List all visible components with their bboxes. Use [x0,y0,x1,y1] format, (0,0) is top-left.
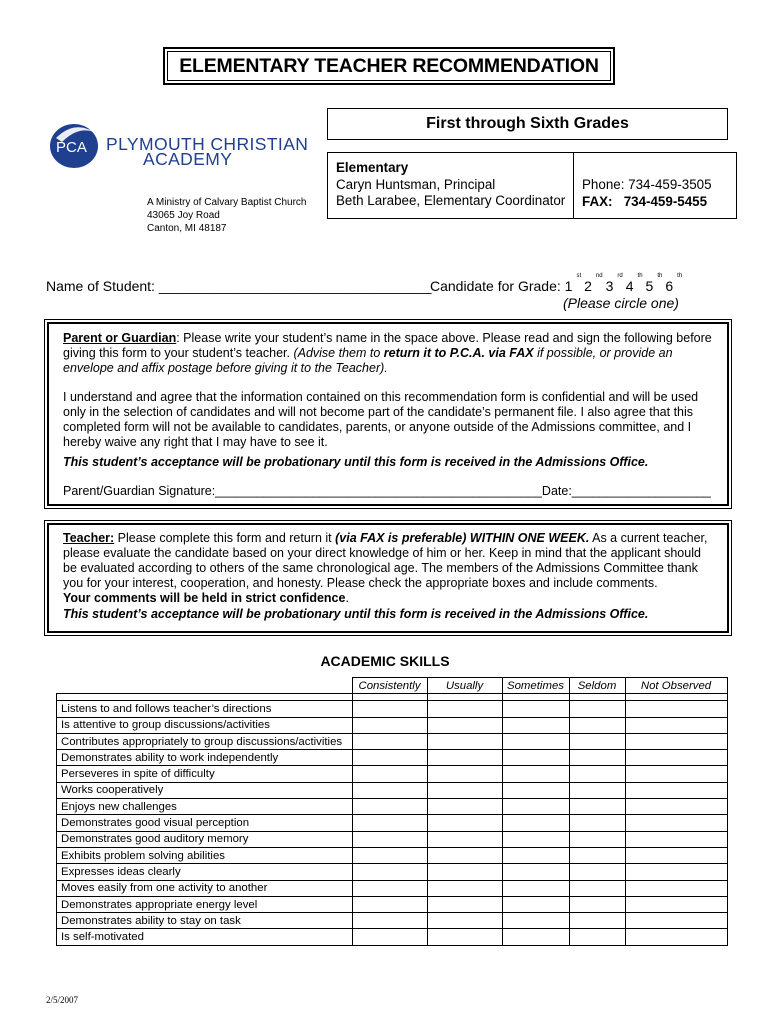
skill-rating-cell[interactable] [502,831,569,847]
skill-rating-cell[interactable] [625,913,727,929]
skill-rating-cell[interactable] [625,701,727,717]
skill-rating-cell[interactable] [427,717,502,733]
parent-section: Parent or Guardian: Please write your student’s name in the space above. Please read and sign the following before giving this form to your student’s teacher. (Advise them to return it to P.C.A. via FAX if possible, or provide an envelope and affix postage before giving it to the Teacher). I understand and agree that the information contained on this recommendation form is confidential and will be used only in the selection of candidates and will not become part of the candidate’s permanent file. I also agree that this completed form will not be available to candidates, parents, or anyone outside of the Admissions committee, and I hereby waive any right that I may have to see it. This student’s acceptance will be probationary until this form is received in the Admissions Office. Parent/Guardian Signature:_______________________________________________Date:____________________ [47,322,729,506]
teacher-section: Teacher: Please complete this form and return it (via FAX is preferable) WITHIN ONE WEEK. As a current teacher, please evaluate the candidate based on your direct knowledge of him or her. Keep in mind that the applicant should be evaluated according to others of the same chronological age. The members of the Admissions Committee thank you for your interest, cooperation, and honesty. Please check the appropriate boxes and include comments. Your comments will be held in strict confidence. This student’s acceptance will be probationary until this form is received in the Admissions Office. [47,523,729,633]
skill-rating-cell[interactable] [625,864,727,880]
skill-rating-cell[interactable] [569,831,625,847]
skill-label: Is attentive to group discussions/activities [57,717,353,733]
pca-logo-icon [48,118,108,178]
grade-option[interactable]: 3 [605,278,614,294]
skill-rating-cell[interactable] [427,864,502,880]
skill-label: Demonstrates good auditory memory [57,831,353,847]
skill-rating-cell[interactable] [502,701,569,717]
skill-label: Listens to and follows teacher’s directions [57,701,353,717]
skill-rating-cell[interactable] [427,929,502,945]
skill-rating-cell[interactable] [427,847,502,863]
circle-note: (Please circle one) [563,295,679,311]
skill-label: Enjoys new challenges [57,799,353,815]
skill-rating-cell[interactable] [625,896,727,912]
skill-rating-cell[interactable] [625,880,727,896]
form-title: ELEMENTARY TEACHER RECOMMENDATION [163,47,615,85]
skills-column-header: Seldom [569,678,625,694]
grades-banner: First through Sixth Grades [327,108,728,140]
skill-label: Perseveres in spite of difficulty [57,766,353,782]
skill-rating-cell[interactable] [502,733,569,749]
parent-probation: This student’s acceptance will be probationary until this form is received in the Admissions Office. [63,455,649,469]
skill-rating-cell[interactable] [569,896,625,912]
skill-rating-cell[interactable] [352,896,427,912]
svg-text:PCA: PCA [56,139,87,156]
skill-rating-cell[interactable] [502,782,569,798]
skill-rating-cell[interactable] [427,880,502,896]
student-name-field[interactable]: Name of Student: ___________________________________ [46,278,432,294]
skill-rating-cell[interactable] [625,929,727,945]
skill-rating-cell[interactable] [625,782,727,798]
skill-rating-cell[interactable] [352,864,427,880]
skill-rating-cell[interactable] [427,782,502,798]
grade-option[interactable]: 1 [564,278,573,294]
skill-rating-cell[interactable] [569,913,625,929]
skill-rating-cell[interactable] [352,799,427,815]
skill-rating-cell[interactable] [569,815,625,831]
parent-signature-field[interactable]: Parent/Guardian Signature:_______________________________________________Date:____________________ [63,484,711,498]
skill-rating-cell[interactable] [352,847,427,863]
skill-rating-cell[interactable] [352,733,427,749]
skill-rating-cell[interactable] [502,864,569,880]
skill-rating-cell[interactable] [625,733,727,749]
skills-column-header: Usually [427,678,502,694]
skill-rating-cell[interactable] [569,750,625,766]
skill-rating-cell[interactable] [625,799,727,815]
skills-column-header: Consistently [352,678,427,694]
contact-box [327,152,737,219]
skills-row [57,831,728,847]
skill-rating-cell[interactable] [352,717,427,733]
form-date: 2/5/2007 [46,995,79,1005]
skill-rating-cell[interactable] [502,847,569,863]
skills-row [57,896,728,912]
skill-rating-cell[interactable] [352,782,427,798]
skills-row [57,880,728,896]
skill-rating-cell[interactable] [427,799,502,815]
skill-rating-cell[interactable] [502,766,569,782]
skills-row [57,799,728,815]
skill-label: Demonstrates ability to work independently [57,750,353,766]
skill-rating-cell[interactable] [625,831,727,847]
skill-rating-cell[interactable] [569,701,625,717]
skills-row [57,864,728,880]
contact-numbers: Phone: 734-459-3505 FAX: 734-459-5455 [582,177,712,209]
skills-row [57,717,728,733]
skills-row [57,913,728,929]
skill-rating-cell[interactable] [569,717,625,733]
skill-rating-cell[interactable] [352,701,427,717]
skill-rating-cell[interactable] [352,929,427,945]
skill-label: Is self-motivated [57,929,353,945]
skills-spacer-row [57,694,728,701]
grade-option[interactable]: 6 [665,278,674,294]
skill-rating-cell[interactable] [502,717,569,733]
logo-wordmark: PLYMOUTH CHRISTIAN ACADEMY [106,134,309,169]
skills-column-header: Sometimes [502,678,569,694]
skills-table [56,677,728,946]
skill-rating-cell[interactable] [625,815,727,831]
skill-rating-cell[interactable] [427,733,502,749]
skill-rating-cell[interactable] [427,815,502,831]
skill-rating-cell[interactable] [502,799,569,815]
skills-row [57,733,728,749]
skills-row [57,815,728,831]
skill-rating-cell[interactable] [569,799,625,815]
grade-selector: Candidate for Grade: 1st2nd3rd4th5th6th [430,273,683,294]
skill-rating-cell[interactable] [352,913,427,929]
skill-rating-cell[interactable] [427,896,502,912]
school-logo [48,118,313,178]
skill-rating-cell[interactable] [502,913,569,929]
skill-rating-cell[interactable] [352,766,427,782]
skill-rating-cell[interactable] [352,831,427,847]
skill-label: Contributes appropriately to group discussions/activities [57,733,353,749]
skill-label: Demonstrates appropriate energy level [57,896,353,912]
skills-column-header: Not Observed [625,678,727,694]
teacher-probation: This student’s acceptance will be probationary until this form is received in the Admissions Office. [63,607,649,621]
skill-rating-cell[interactable] [569,880,625,896]
skill-rating-cell[interactable] [569,766,625,782]
grade-option[interactable]: 4 [625,278,634,294]
parent-agreement: I understand and agree that the information contained on this recommendation form is confidential and will be used only in the selection of candidates and will not become part of the candidate’s permanent file. I also agree that this completed form will not be available to candidates, parents, or anyone outside of the Admissions committee, and I hereby waive any right that I may have to see it. [63,390,699,449]
skill-rating-cell[interactable] [352,880,427,896]
skill-rating-cell[interactable] [569,733,625,749]
skill-rating-cell[interactable] [502,815,569,831]
grade-option[interactable]: 5 [645,278,654,294]
skill-rating-cell[interactable] [427,913,502,929]
skill-rating-cell[interactable] [625,750,727,766]
skills-header-blank [57,678,353,694]
skill-rating-cell[interactable] [569,782,625,798]
skills-row [57,766,728,782]
skill-rating-cell[interactable] [502,750,569,766]
skills-row [57,847,728,863]
skills-row [57,782,728,798]
skills-title: ACADEMIC SKILLS [320,653,450,669]
skill-rating-cell[interactable] [502,880,569,896]
skill-label: Moves easily from one activity to another [57,880,353,896]
skill-rating-cell[interactable] [625,766,727,782]
skill-label: Demonstrates good visual perception [57,815,353,831]
skills-row [57,750,728,766]
skill-label: Expresses ideas clearly [57,864,353,880]
skill-rating-cell[interactable] [569,864,625,880]
skill-rating-cell[interactable] [502,896,569,912]
skills-row [57,929,728,945]
skill-rating-cell[interactable] [625,717,727,733]
contact-staff: Elementary Caryn Huntsman, Principal Beth Larabee, Elementary Coordinator [328,153,574,218]
skill-rating-cell[interactable] [502,929,569,945]
skill-label: Demonstrates ability to stay on task [57,913,353,929]
grade-option[interactable]: 2 [584,278,592,294]
skill-rating-cell[interactable] [427,831,502,847]
skill-rating-cell[interactable] [352,815,427,831]
skill-label: Exhibits problem solving abilities [57,847,353,863]
skill-rating-cell[interactable] [427,766,502,782]
skill-rating-cell[interactable] [569,929,625,945]
skill-label: Works cooperatively [57,782,353,798]
skill-rating-cell[interactable] [427,701,502,717]
skills-row [57,701,728,717]
skill-rating-cell[interactable] [569,847,625,863]
skill-rating-cell[interactable] [352,750,427,766]
skill-rating-cell[interactable] [625,847,727,863]
skill-rating-cell[interactable] [427,750,502,766]
school-address: A Ministry of Calvary Baptist Church 43065 Joy Road Canton, MI 48187 [147,197,307,234]
